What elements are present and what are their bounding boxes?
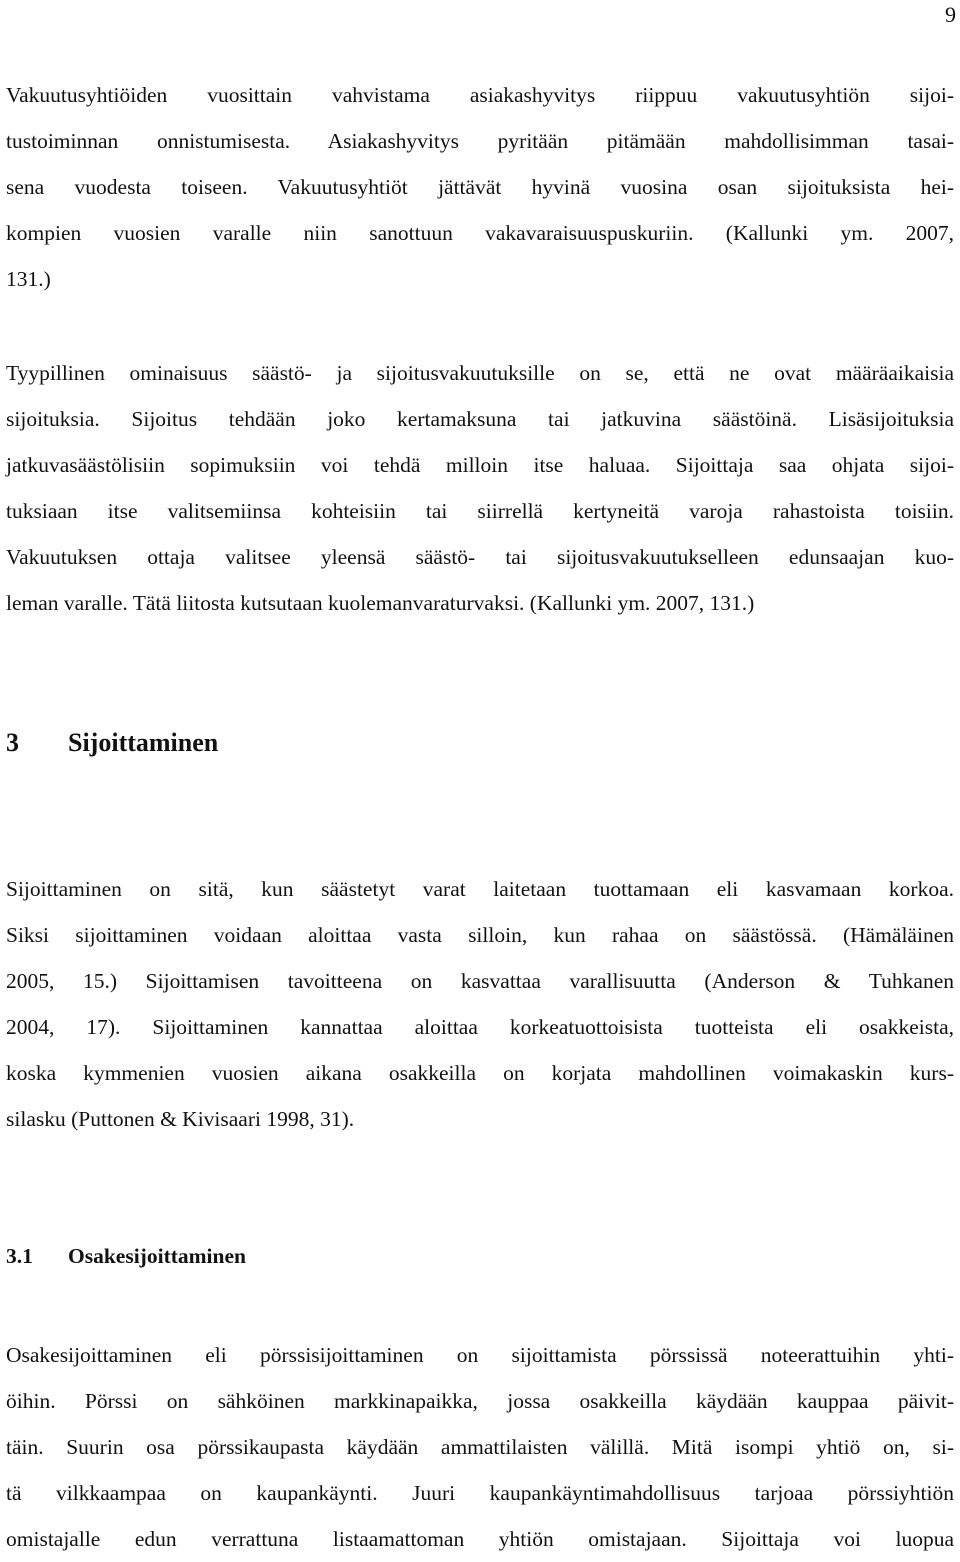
paragraph-line: kompien vuosien varalle niin sanottuun vakavaraisuuspuskuriin. (Kallunki ym. 2007,	[6, 221, 954, 245]
paragraph-line: tuksiaan itse valitsemiinsa kohteisiin tai siirrellä kertyneitä varoja rahastoista toisiin.	[6, 499, 954, 523]
paragraph-line: 131.)	[6, 267, 51, 291]
paragraph-line: täin. Suurin osa pörssikaupasta käydään ammattilaisten välillä. Mitä isompi yhtiö on, si-	[6, 1435, 954, 1459]
paragraph-line: jatkuvasäästölisiin sopimuksiin voi tehdä milloin itse haluaa. Sijoittaja saa ohjata sijoi-	[6, 453, 954, 477]
paragraph-line: leman varalle. Tätä liitosta kutsutaan kuolemanvaraturvaksi. (Kallunki ym. 2007, 131.)	[6, 591, 755, 615]
section-title: Sijoittaminen	[68, 728, 219, 757]
paragraph-line: Vakuutuksen ottaja valitsee yleensä säästö- tai sijoitusvakuutukselleen edunsaajan kuo-	[6, 545, 954, 569]
paragraph-line: tä vilkkaampaa on kaupankäynti. Juuri kaupankäyntimahdollisuus tarjoaa pörssiyhtiön	[6, 1481, 954, 1505]
paragraph-3	[6, 866, 954, 1142]
paragraph-line: sena vuodesta toiseen. Vakuutusyhtiöt jättävät hyvinä vuosina osan sijoituksista hei-	[6, 175, 954, 199]
subsection-title: Osakesijoittaminen	[68, 1244, 246, 1268]
paragraph-line: Osakesijoittaminen eli pörssisijoittaminen on sijoittamista pörssissä noteerattuihin yhti-	[6, 1343, 954, 1367]
page-number: 9	[945, 2, 956, 27]
paragraph-4	[6, 1332, 954, 1562]
paragraph-line: Vakuutusyhtiöiden vuosittain vahvistama asiakashyvitys riippuu vakuutusyhtiön sijoi-	[6, 83, 954, 107]
paragraph-line: 2004, 17). Sijoittaminen kannattaa aloittaa korkeatuottoisista tuotteista eli osakkeista,	[6, 1015, 954, 1039]
paragraph-line: Sijoittaminen on sitä, kun säästetyt varat laitetaan tuottamaan eli kasvamaan korkoa.	[6, 877, 954, 901]
subsection-number: 3.1	[6, 1244, 33, 1268]
paragraph-2	[6, 350, 954, 626]
section-heading	[6, 728, 218, 758]
paragraph-line: silasku (Puttonen & Kivisaari 1998, 31).	[6, 1107, 355, 1131]
paragraph-line: Tyypillinen ominaisuus säästö- ja sijoitusvakuutuksille on se, että ne ovat määräaikaisia	[6, 361, 954, 385]
paragraph-line: tustoiminnan onnistumisesta. Asiakashyvitys pyritään pitämään mahdollisimman tasai-	[6, 129, 954, 153]
paragraph-line: omistajalle edun verrattuna listaamattoman yhtiön omistajaan. Sijoittaja voi luopua	[6, 1527, 954, 1551]
paragraph-line: koska kymmenien vuosien aikana osakkeilla on korjata mahdollinen voimakaskin kurs-	[6, 1061, 954, 1085]
paragraph-line: Siksi sijoittaminen voidaan aloittaa vasta silloin, kun rahaa on säästössä. (Hämäläinen	[6, 923, 954, 947]
paragraph-line: sijoituksia. Sijoitus tehdään joko kertamaksuna tai jatkuvina säästöinä. Lisäsijoituksia	[6, 407, 954, 431]
paragraph-1	[6, 72, 954, 302]
section-number: 3	[6, 728, 19, 757]
subsection-heading	[6, 1244, 246, 1269]
paragraph-line: 2005, 15.) Sijoittamisen tavoitteena on kasvattaa varallisuutta (Anderson & Tuhkanen	[6, 969, 954, 993]
paragraph-line: öihin. Pörssi on sähköinen markkinapaikka, jossa osakkeilla käydään kauppaa päivit-	[6, 1389, 954, 1413]
